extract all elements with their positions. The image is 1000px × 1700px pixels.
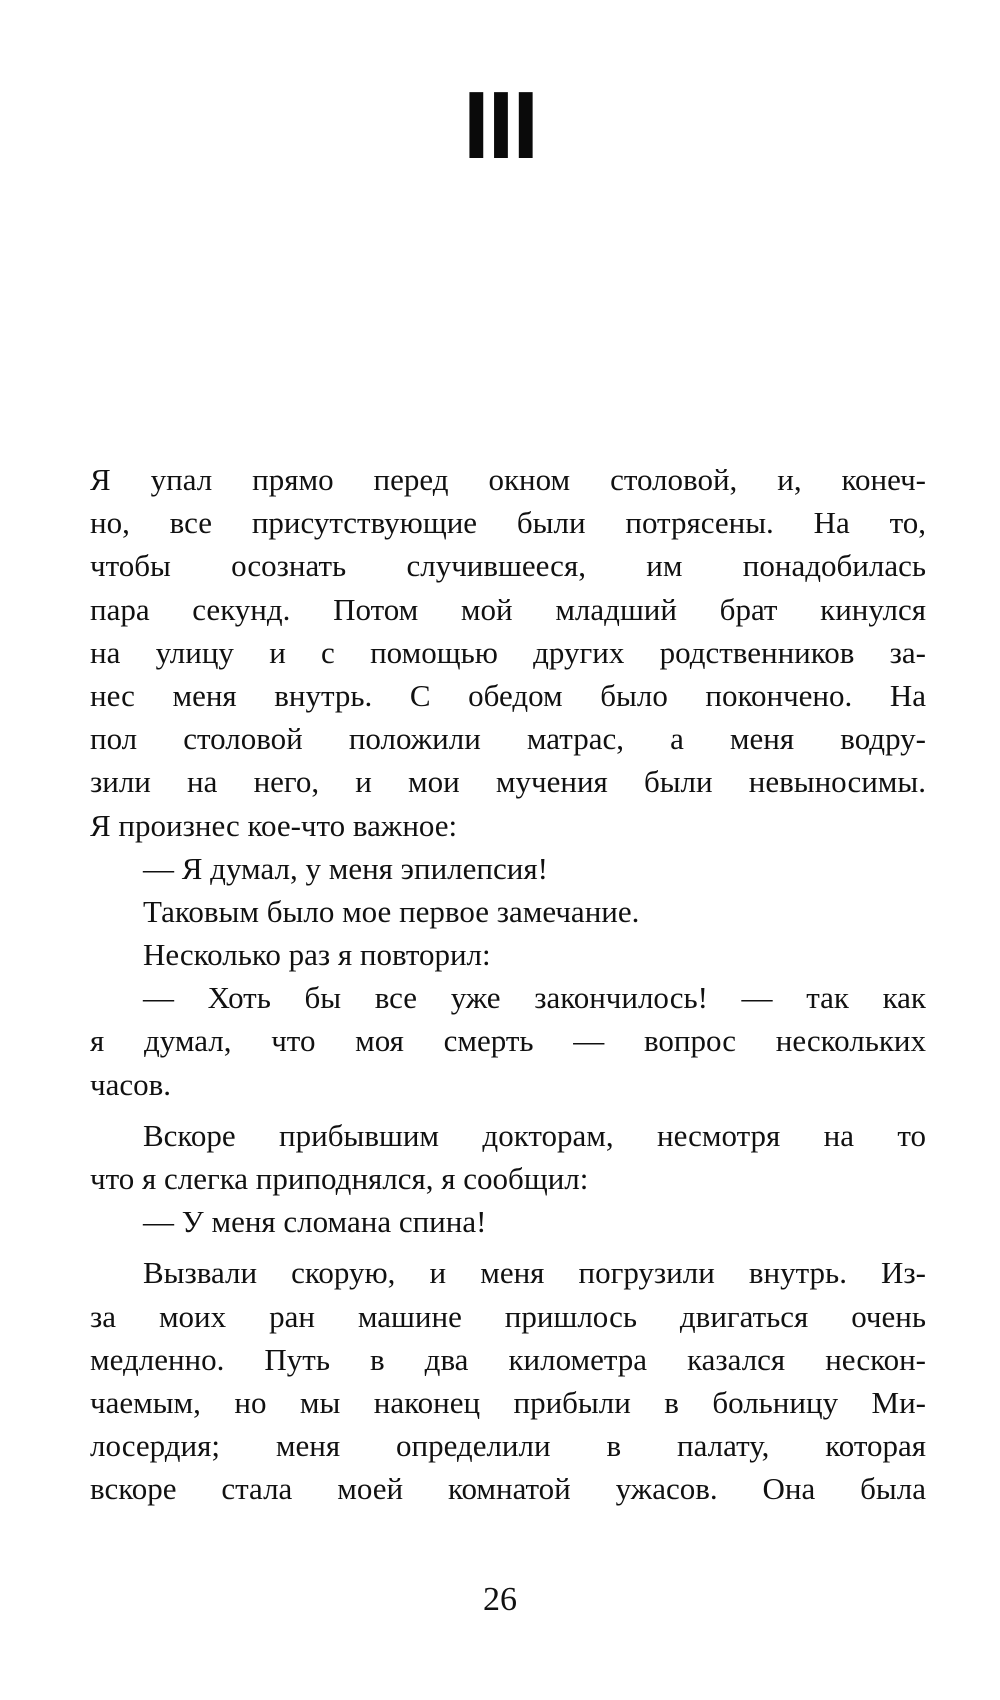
dialogue-line: — Хоть бы все уже закончилось! — так как [143, 980, 926, 1016]
text-line: Вызвали скорую, и меня погрузили внутрь. Из- [143, 1255, 926, 1291]
page-number: 26 [483, 1581, 517, 1618]
dialogue-line: — У меня сломана спина! [143, 1204, 487, 1240]
text-line: медленно. Путь в два километра казался нескон- [90, 1341, 926, 1377]
text-line: чтобы осознать случившееся, им понадобилась [90, 548, 926, 584]
text-line: на улицу и с помощью других родственников за- [90, 634, 926, 670]
dialogue-line: — Я думал, у меня эпилепсия! [143, 850, 548, 886]
text-line: чаемым, но мы наконец прибыли в больницу Ми- [90, 1384, 926, 1420]
text-line: я думал, что моя смерть — вопрос нескольких [90, 1023, 926, 1059]
text-line: но, все присутствующие были потрясены. На то, [90, 505, 926, 541]
text-line: нес меня внутрь. С обедом было покончено. На [90, 677, 926, 713]
text-line: пара секунд. Потом мой младший брат кинулся [90, 591, 926, 627]
text-line: что я слегка приподнялся, я сообщил: [90, 1161, 589, 1196]
text-line: лосердия; меня определили в палату, которая [90, 1428, 926, 1464]
text-line: Таковым было мое первое замечание. [143, 893, 640, 929]
text-line: вскоре стала моей комнатой ужасов. Она была [90, 1471, 926, 1507]
text-line: часов. [90, 1066, 171, 1102]
body-text [90, 458, 926, 1511]
text-line: Вскоре прибывшим докторам, несмотря на то [143, 1117, 926, 1153]
text-line: Несколько раз я повторил: [143, 937, 491, 973]
paragraph-gap [90, 1243, 926, 1251]
chapter-numeral: III [462, 72, 537, 179]
text-line: Я произнес кое-что важное: [90, 807, 458, 843]
paragraph-gap [90, 1106, 926, 1114]
text-line: пол столовой положили матрас, а меня водру- [90, 721, 926, 757]
text-line: за моих ран машине пришлось двигаться очень [90, 1298, 926, 1334]
text-line: Я упал прямо перед окном столовой, и, конеч- [90, 462, 926, 497]
text-line: зили на него, и мои мучения были невыносимы. [90, 764, 926, 800]
